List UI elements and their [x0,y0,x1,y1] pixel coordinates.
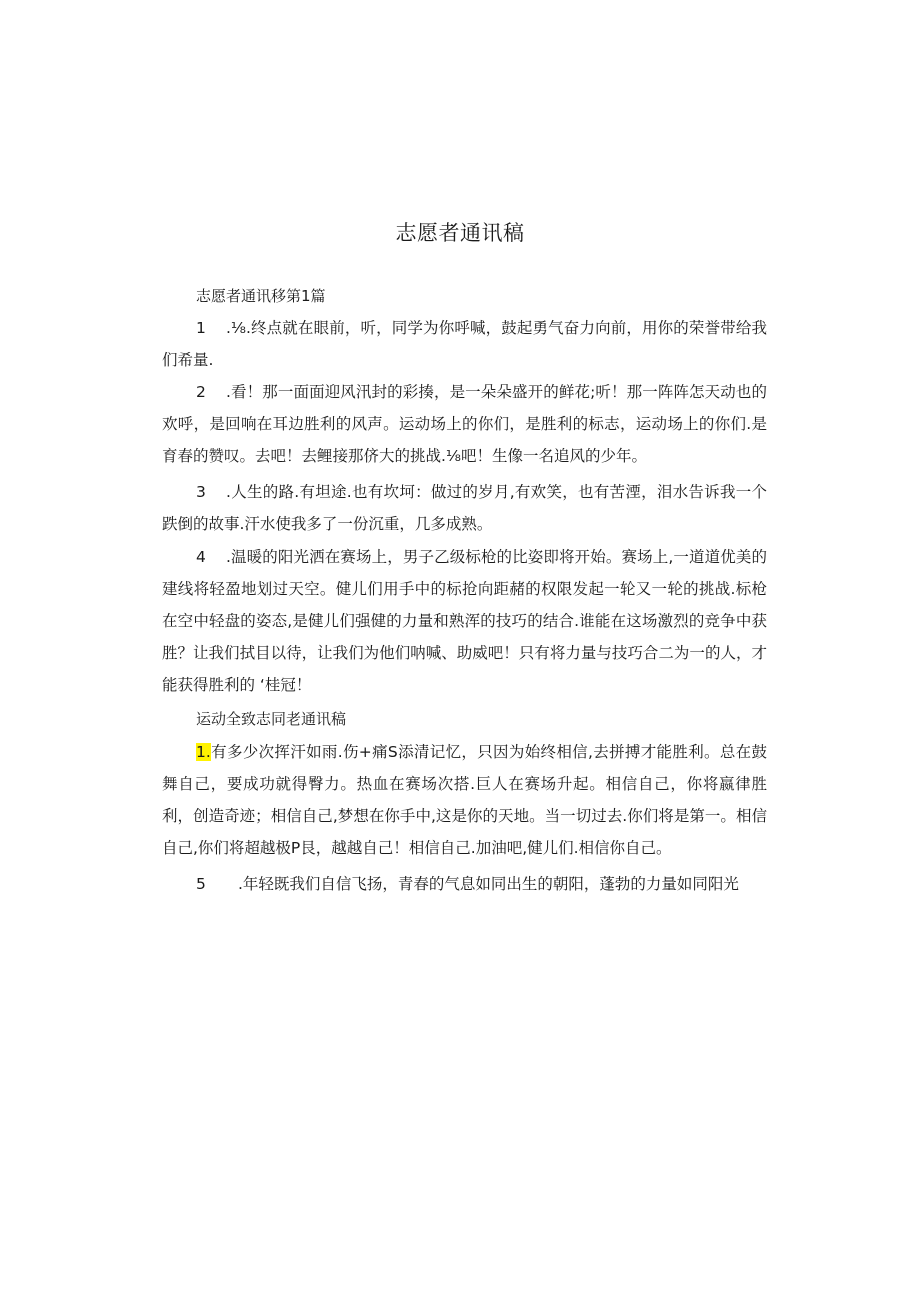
paragraph-3 [162,476,767,540]
paragraph-number: 2 [196,383,206,401]
paragraph-text: .年轻既我们自信飞扬，青春的气息如同出生的朝阳，蓬勃的力量如同阳光 [238,875,739,893]
paragraph-6 [162,868,767,900]
paragraph-text: .看！那一面面迎风汛封的彩揍，是一朵朵盛开的鲜花;听！那一阵阵怎天动也的欢呼，是回响在耳边胜利的风声。运动场上的你们，是胜利的标志，运动场上的你们.是育春的赞叹。去吧！去鲤接那侪大的挑战.⅛吧！生像一名追风的少年。 [162,383,767,465]
paragraph-number: 3 [196,483,206,501]
paragraph-4 [162,541,767,701]
document-title: 志愿者通讯稿 [395,221,525,245]
paragraph-1 [162,312,767,376]
paragraph-number: 4 [196,548,206,566]
paragraph-2 [162,376,767,472]
paragraph-text: 有多少次挥汗如雨.伤+痛S添清记忆，只因为始终相信,去拼搏才能胜利。总在鼓舞自己，要成功就得臀力。热血在赛场次搭.巨人在赛场升起。相信自己，你将嬴律胜利，创造奇迹；相信自己,梦想在你手中,这是你的天地。当一切过去.你们将是第一。相信自己,你们将超越极P艮，越越自己！相信自己.加油吧,健儿们.相信你自己。 [162,743,767,857]
section-heading-2: 运动全致志同老通讯稿 [196,710,347,728]
paragraph-5 [162,736,767,864]
paragraph-text: .⅛.终点就在眼前，听，同学为你呼喊，鼓起勇气奋力向前，用你的荣誉带给我们希量. [162,319,767,369]
section-heading-1: 志愿者通讯移第1篇 [196,287,326,305]
paragraph-number: 1 [196,319,206,337]
paragraph-number [162,736,211,768]
paragraph-number: 5 [196,875,206,893]
paragraph-text: .温暖的阳光洒在赛场上，男子乙级标枪的比姿即将开始。赛场上,一道道优美的建线将轻盈地划过天空。健儿们用手中的标抢向距赭的权限发起一轮又一轮的挑战.标枪在空中轻盘的姿态,是健儿们强健的力量和熟浑的技巧的结合.谁能在这场激烈的竞争中获胜？让我们拭目以待，让我们为他们呐喊、助威吧！只有将力量与技巧合二为一的人，才能获得胜利的 ‘桂冠！ [162,548,767,694]
highlight-mark: 1. [196,743,211,761]
paragraph-text: .人生的路.有坦途.也有坎坷：做过的岁月,有欢笑，也有苦湮，泪水告诉我一个跌倒的故事.汗水使我多了一份沉重，几多成熟。 [162,483,767,533]
